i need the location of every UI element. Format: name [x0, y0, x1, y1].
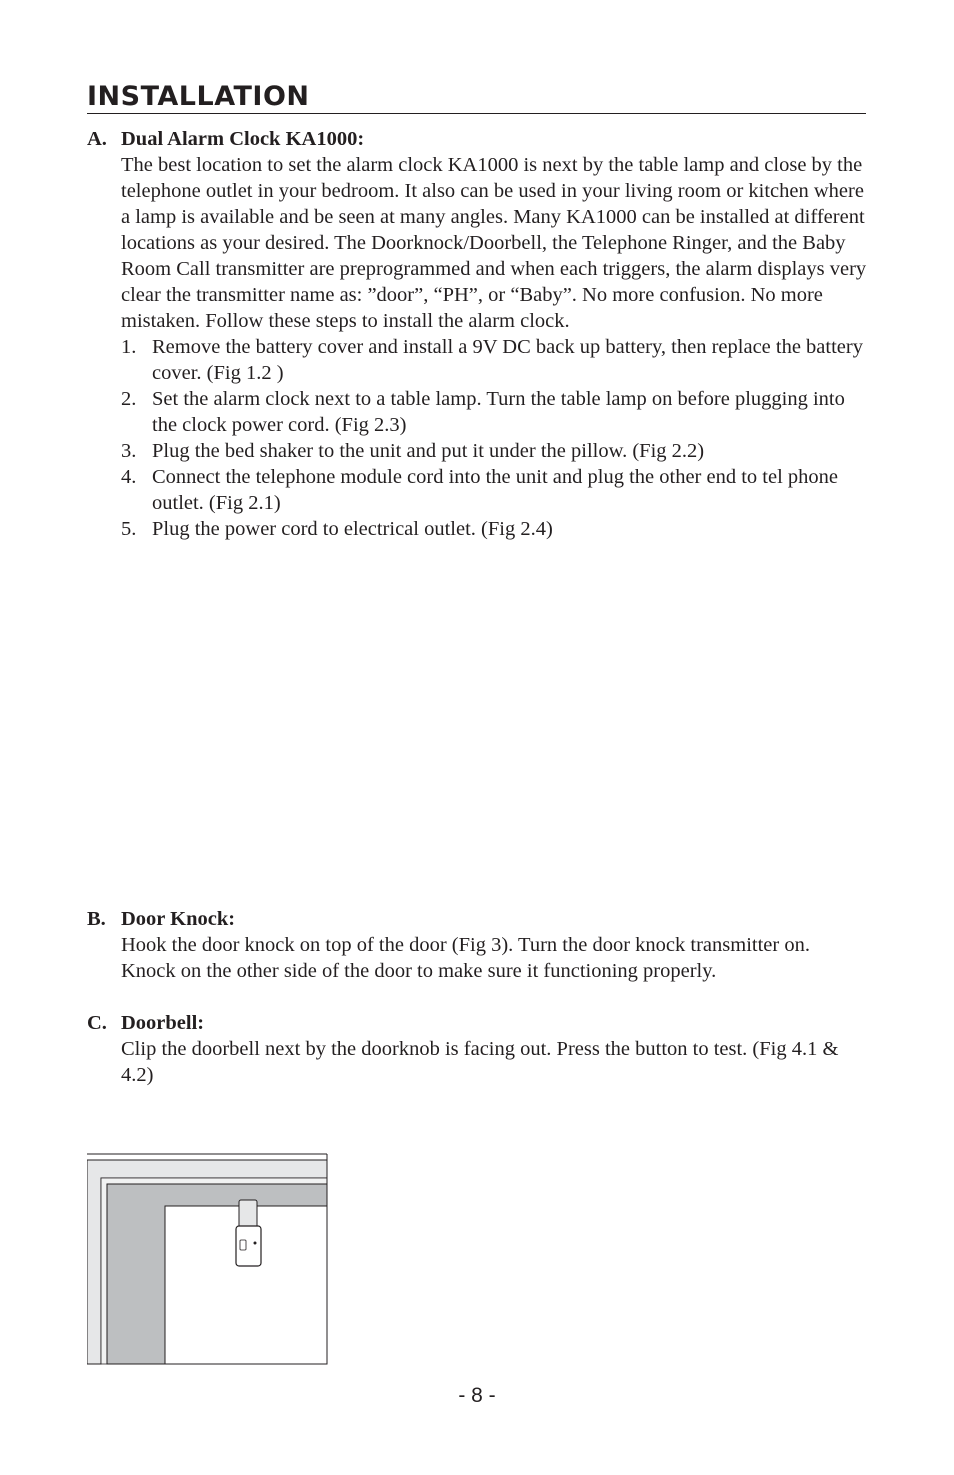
step-number: 4. — [121, 466, 137, 488]
step-number: 1. — [121, 336, 137, 358]
install-step — [121, 464, 867, 516]
page-number: - 8 - — [458, 1384, 496, 1407]
section-b-body: Hook the door knock on top of the door (Fig 3). Turn the door knock transmitter on. Knock on the other side of the door to make sure it functioning properly. — [121, 934, 810, 982]
transmitter-icon — [236, 1200, 261, 1266]
page-title: INSTALLATION — [87, 81, 310, 112]
step-text: Plug the power cord to electrical outlet. (Fig 2.4) — [152, 518, 553, 540]
title-underline — [87, 113, 866, 114]
section-dual-alarm-clock — [87, 126, 867, 542]
install-steps-list — [121, 334, 867, 542]
section-b-title: Door Knock: — [121, 908, 236, 930]
section-c-letter: C. — [87, 1012, 107, 1034]
install-step — [121, 386, 867, 438]
step-text: Set the alarm clock next to a table lamp. Turn the table lamp on before plugging into the clock power cord. (Fig 2.3) — [152, 388, 845, 436]
section-a-intro: The best location to set the alarm clock KA1000 is next by the table lamp and close by the telephone outlet in your bedroom. It also can be used in your living room or kitchen where a lamp is available and be seen at many angles. Many KA1000 can be installed at different locations as your desired. The Doorknock/Doorbell, the Telephone Ringer, and the Baby Room Call transmitter are preprogrammed and when each triggers, the alarm displays very clear the transmitter name as: ”door”, “PH”, or “Baby”. No more confusion. No more mistaken. Follow these steps to install the alarm clock. — [121, 154, 867, 332]
step-number: 2. — [121, 388, 137, 410]
section-a-heading — [87, 126, 867, 152]
step-number: 5. — [121, 518, 137, 540]
step-number: 3. — [121, 440, 137, 462]
section-c-body: Clip the doorbell next by the doorknob is facing out. Press the button to test. (Fig 4.1 & 4.2) — [121, 1038, 839, 1086]
section-b-letter: B. — [87, 908, 106, 930]
install-step — [121, 516, 867, 542]
section-a-title: Dual Alarm Clock KA1000: — [121, 128, 365, 150]
step-text: Remove the battery cover and install a 9V DC back up battery, then replace the battery cover. (Fig 1.2 ) — [152, 336, 863, 384]
section-doorbell — [87, 1010, 867, 1088]
step-text: Connect the telephone module cord into the unit and plug the other end to tel phone outlet. (Fig 2.1) — [152, 466, 839, 514]
section-door-knock — [87, 906, 867, 984]
install-step — [121, 334, 867, 386]
door-knock-illustration — [87, 1150, 329, 1366]
section-a-letter: A. — [87, 128, 107, 150]
section-c-heading — [87, 1010, 867, 1036]
section-b-heading — [87, 906, 867, 932]
section-c-title: Doorbell: — [121, 1012, 205, 1034]
step-text: Plug the bed shaker to the unit and put it under the pillow. (Fig 2.2) — [152, 440, 705, 462]
install-step — [121, 438, 867, 464]
